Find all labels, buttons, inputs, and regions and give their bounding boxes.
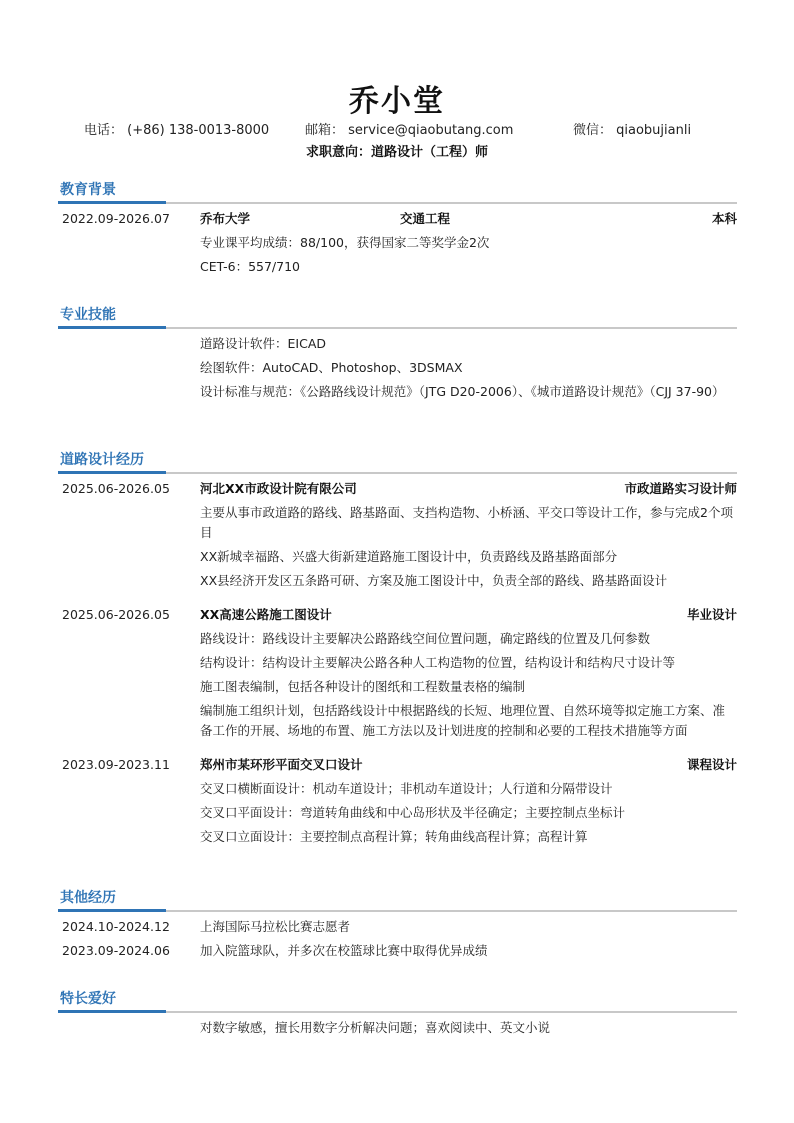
detail-line: 结构设计：结构设计主要解决公路各种人工构造物的位置，结构设计和结构尺寸设计等 (200, 655, 676, 670)
section-accent (58, 471, 166, 474)
entry-date: 2025.06-2026.05 (62, 607, 170, 622)
major: 交通工程 (400, 211, 451, 226)
education-entry (58, 209, 737, 277)
detail-line: 交叉口立面设计：主要控制点高程计算；转角曲线高程计算；高程计算 (200, 829, 588, 844)
detail-line: 施工图表编制，包括各种设计的图纸和工程数量表格的编制 (200, 679, 526, 694)
job-intent: 求职意向：道路设计（工程）师 (305, 145, 488, 160)
entry-header (200, 605, 737, 625)
detail-line: XX县经济开发区五条路可研、方案及施工图设计中，负责全部的路线、路基路面设计 (200, 573, 668, 588)
other-entry (58, 917, 737, 937)
section-accent (58, 1010, 166, 1013)
section-header (58, 889, 737, 913)
entry-header (200, 755, 737, 775)
detail-line: 交叉口横断面设计：机动车道设计；非机动车道设计；人行道和分隔带设计 (200, 781, 613, 796)
email: 邮箱： service@qiaobutang.com (305, 123, 514, 138)
skill-line: 绘图软件：AutoCAD、Photoshop、3DSMAX (200, 360, 463, 375)
detail-line: 交叉口平面设计：弯道转角曲线和中心岛形状及半径确定；主要控制点坐标计 (200, 805, 626, 820)
wechat: 微信： qiaobujianli (573, 123, 692, 138)
organization: 河北XX市政设计院有限公司 (200, 481, 357, 496)
section-accent (58, 909, 166, 912)
section-title: 道路设计经历 (60, 452, 144, 468)
entry-date: 2023.09-2023.11 (62, 757, 170, 772)
organization: 郑州市某环形平面交叉口设计 (200, 757, 363, 772)
hobbies-entry (58, 1018, 737, 1038)
section-title: 特长爱好 (60, 991, 116, 1007)
section-header (58, 451, 737, 475)
entry-text: 加入院篮球队，并多次在校篮球比赛中取得优异成绩 (200, 943, 488, 958)
experience-entry (58, 605, 737, 741)
section-accent (58, 326, 166, 329)
entry-date: 2024.10-2024.12 (62, 919, 170, 934)
entry-date: 2025.06-2026.05 (62, 481, 170, 496)
entry-date: 2023.09-2024.06 (62, 943, 170, 958)
section-accent (58, 201, 166, 204)
section-title: 其他经历 (60, 890, 116, 906)
entry-text: 上海国际马拉松比赛志愿者 (200, 919, 351, 934)
section-title: 教育背景 (60, 182, 116, 198)
entry-header (200, 209, 737, 229)
detail-line: XX新城幸福路、兴盛大街新建道路施工图设计中，负责路线及路基路面部分 (200, 549, 618, 564)
section-header (58, 181, 737, 205)
detail-line: 编制施工组织计划，包括路线设计中根据路线的长短、地理位置、自然环境等拟定施工方案、准备工作的开展、场地的布置、施工方法以及计划进度的控制和必要的工程技术措施等方面 (200, 703, 726, 738)
section-title: 专业技能 (60, 307, 116, 323)
skill-line: 道路设计软件：EICAD (200, 336, 326, 351)
entry-date: 2022.09-2026.07 (62, 211, 170, 226)
school-name: 乔布大学 (200, 211, 251, 226)
section-header (58, 306, 737, 330)
section-hobbies (58, 990, 737, 1044)
detail-line: 主要从事市政道路的路线、路基路面、支挡构造物、小桥涵、平交口等设计工作，参与完成2个项目 (200, 505, 733, 540)
section-experience (58, 451, 737, 853)
name-title: 乔小堂 (349, 84, 445, 119)
role: 毕业设计 (686, 607, 737, 622)
section-education (58, 181, 737, 283)
entry-header (200, 479, 737, 499)
organization: XX高速公路施工图设计 (200, 607, 332, 622)
hobbies-text: 对数字敏感，擅长用数字分析解决问题；喜欢阅读中、英文小说 (200, 1020, 551, 1035)
skills-entry (58, 334, 737, 402)
section-skills (58, 306, 737, 408)
skill-line: 设计标准与规范：《公路路线设计规范》（JTG D20-2006）、《城市道路设计规范》（CJJ 37-90） (200, 384, 725, 399)
other-entry (58, 941, 737, 961)
experience-entry (58, 755, 737, 847)
role: 课程设计 (686, 757, 737, 772)
role: 市政道路实习设计师 (624, 481, 737, 496)
detail-line: 专业课平均成绩：88/100，获得国家二等奖学金2次 (200, 235, 490, 250)
section-header (58, 990, 737, 1014)
detail-line: CET-6：557/710 (200, 259, 301, 274)
experience-entry (58, 479, 737, 591)
phone: 电话： (+86) 138-0013-8000 (84, 123, 270, 138)
detail-line: 路线设计：路线设计主要解决公路路线空间位置问题，确定路线的位置及几何参数 (200, 631, 651, 646)
section-other (58, 889, 737, 967)
degree: 本科 (711, 211, 737, 226)
